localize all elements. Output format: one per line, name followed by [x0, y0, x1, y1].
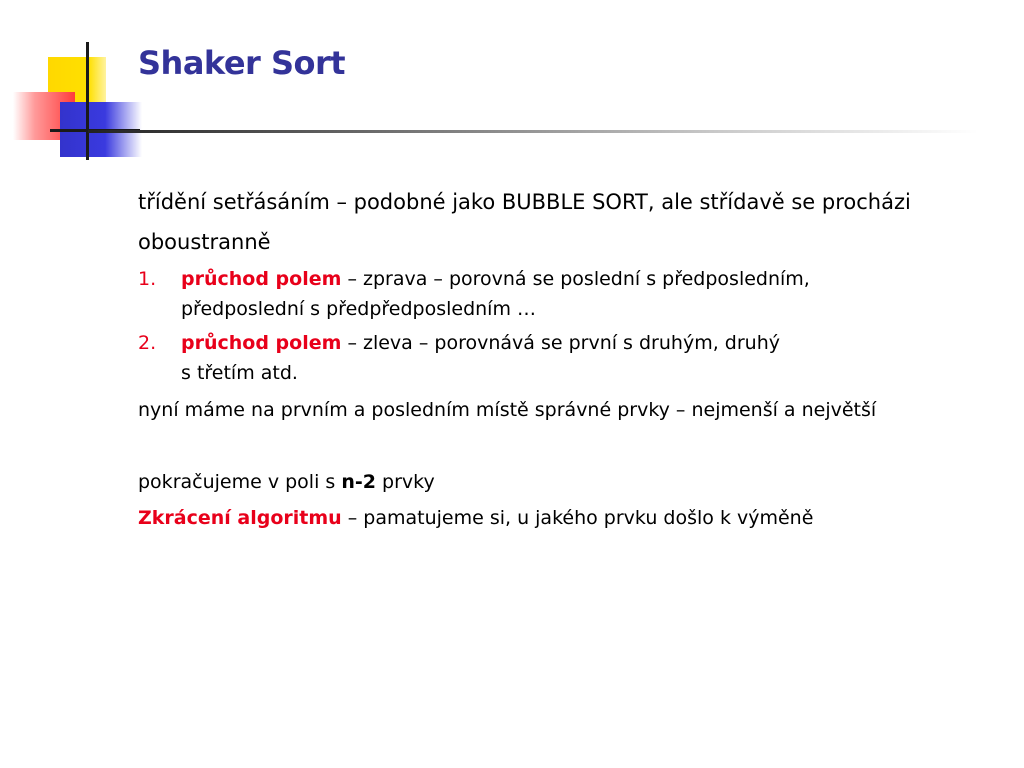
summary-text: nyní máme na prvním a posledním místě správné prvky – nejmenší a největší	[138, 399, 877, 421]
item-label: průchod polem	[181, 268, 342, 290]
item-text-continuation: předposlední s předpředposledním …	[181, 298, 537, 320]
continue-text	[138, 464, 988, 500]
continue-bold: n-2	[341, 471, 376, 493]
item-text: – zprava – porovná se poslední s předposledním,	[341, 268, 810, 290]
list-item	[138, 264, 988, 324]
list-item	[138, 328, 988, 388]
spacer	[138, 428, 988, 464]
slide-body	[138, 182, 988, 536]
shortening-description: – pamatujeme si, u jakého prvku došlo k výměně	[341, 507, 814, 529]
shortening-text	[138, 500, 988, 536]
decorative-logo	[0, 0, 160, 170]
item-text-continuation: s třetím atd.	[181, 362, 298, 384]
item-label: průchod polem	[181, 332, 342, 354]
item-text: – zleva – porovnává se první s druhým, druhý	[341, 332, 780, 354]
logo-vertical-line	[86, 42, 89, 160]
item-number: 1.	[138, 268, 157, 290]
intro-text: třídění setřásáním – podobné jako BUBBLE SORT, ale střídavě se procházi oboustranně	[138, 190, 911, 254]
continue-suffix: prvky	[375, 471, 435, 493]
title-divider	[88, 130, 978, 133]
shortening-label: Zkrácení algoritmu	[138, 507, 342, 529]
slide-title: Shaker Sort	[138, 44, 346, 82]
item-number: 2.	[138, 332, 157, 354]
continue-prefix: pokračujeme v poli s	[138, 471, 342, 493]
